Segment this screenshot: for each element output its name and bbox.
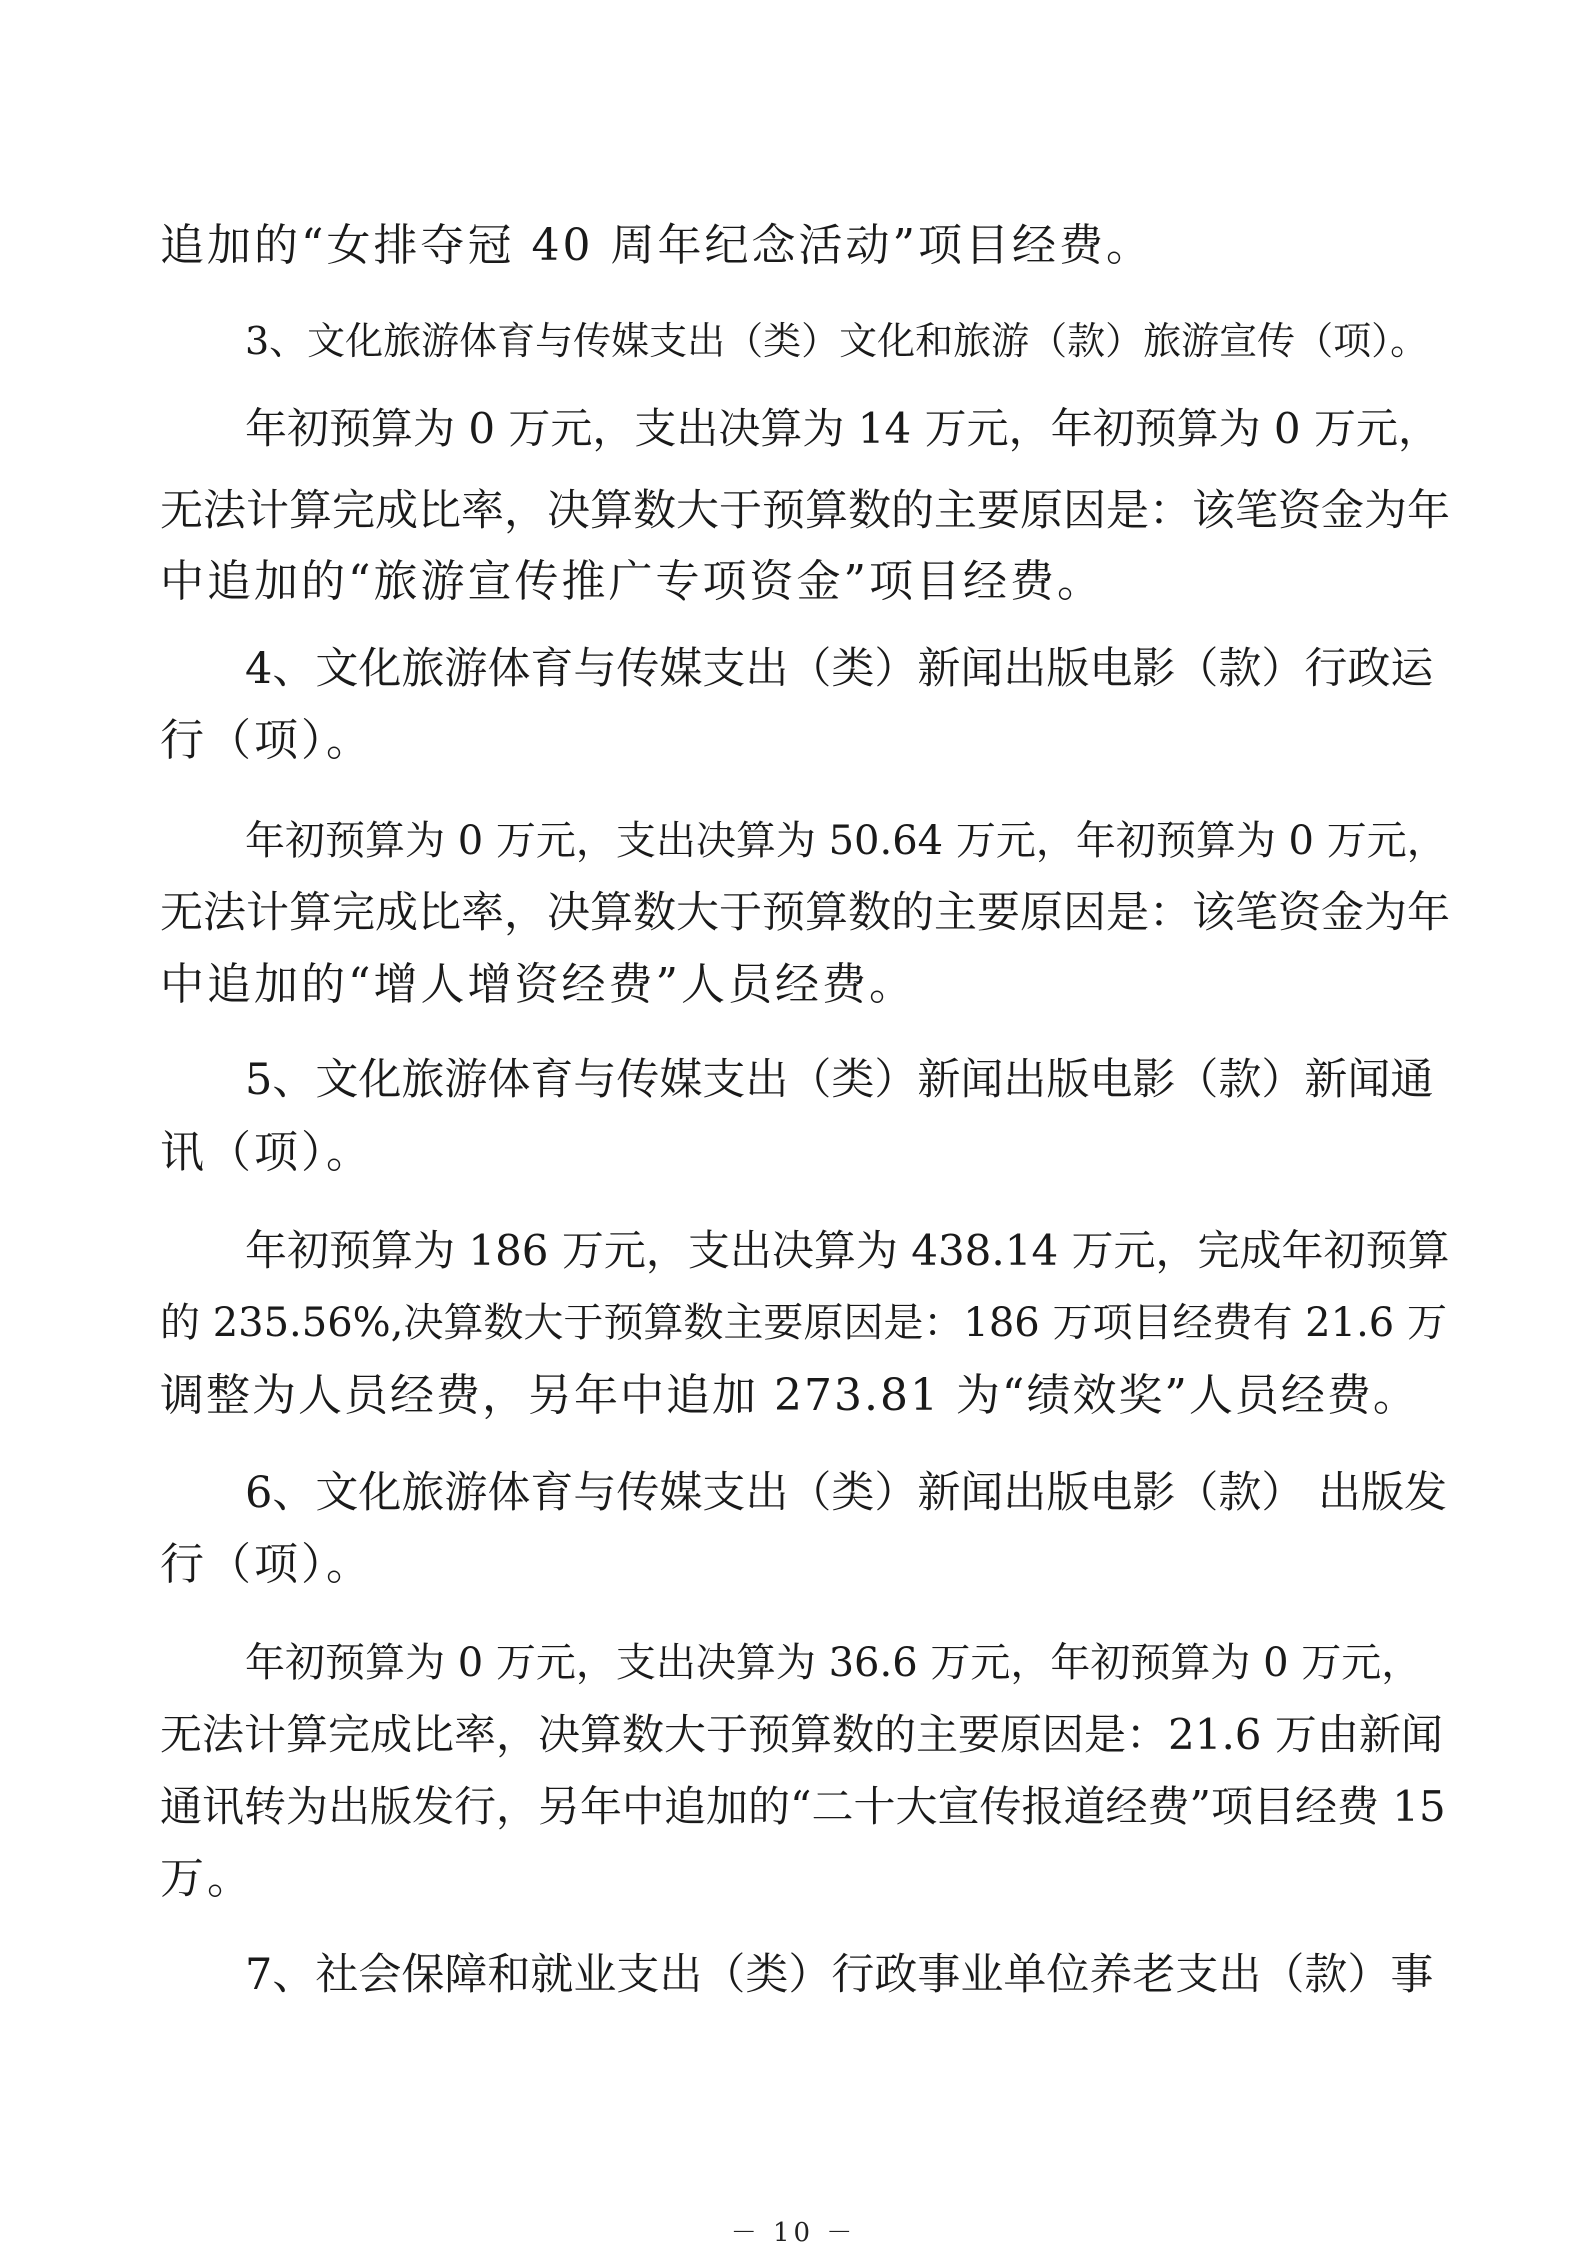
page-number: － 10 － — [730, 2218, 857, 2248]
text-line-7: 行（项）。 — [160, 715, 373, 766]
text-line-21: 万。 — [160, 1853, 254, 1904]
text-line-8: 年初预算为 0 万元，支出决算为 50.64 万元，年初预算为 0 万元， — [245, 818, 1447, 864]
text-line-12: 讯（项）。 — [160, 1127, 373, 1178]
text-line-13: 年初预算为 186 万元，支出决算为 438.14 万元，完成年初预算 — [245, 1226, 1450, 1275]
section-3-heading: 3、文化旅游体育与传媒支出（类）文化和旅游（款）旅游宣传（项）。 — [245, 319, 1429, 363]
text-line-18: 年初预算为 0 万元，支出决算为 36.6 万元，年初预算为 0 万元， — [245, 1640, 1422, 1686]
text-line-3: 年初预算为 0 万元，支出决算为 14 万元，年初预算为 0 万元， — [245, 404, 1440, 453]
section-7-heading: 7、社会保障和就业支出（类）行政事业单位养老支出（款）事 — [245, 1950, 1434, 2000]
text-line-10: 中追加的“增人增资经费”人员经费。 — [160, 959, 916, 1010]
text-line-5: 中追加的“旅游宣传推广专项资金”项目经费。 — [160, 556, 1104, 607]
section-6-heading: 6、文化旅游体育与传媒支出（类）新闻出版电影（款） 出版发 — [245, 1468, 1448, 1518]
text-line-20: 通讯转为出版发行，另年中追加的“二十大宣传报道经费”项目经费 15 — [160, 1782, 1446, 1831]
section-4-heading: 4、文化旅游体育与传媒支出（类）新闻出版电影（款）行政运 — [245, 644, 1434, 694]
text-line-17: 行（项）。 — [160, 1539, 373, 1590]
text-line-14: 的 235.56%,决算数大于预算数主要原因是：186 万项目经费有 21.6 万 — [160, 1300, 1447, 1346]
text-line-4: 无法计算完成比率，决算数大于预算数的主要原因是：该笔资金为年 — [160, 486, 1450, 536]
section-5-heading: 5、文化旅游体育与传媒支出（类）新闻出版电影（款）新闻通 — [245, 1055, 1434, 1105]
text-line-1: 追加的“女排夺冠 40 周年纪念活动”项目经费。 — [160, 220, 1153, 271]
text-line-15: 调整为人员经费，另年中追加 273.81 为“绩效奖”人员经费。 — [160, 1370, 1419, 1421]
text-line-19: 无法计算完成比率，决算数大于预算数的主要原因是：21.6 万由新闻 — [160, 1710, 1443, 1759]
text-line-9: 无法计算完成比率，决算数大于预算数的主要原因是：该笔资金为年 — [160, 888, 1450, 938]
